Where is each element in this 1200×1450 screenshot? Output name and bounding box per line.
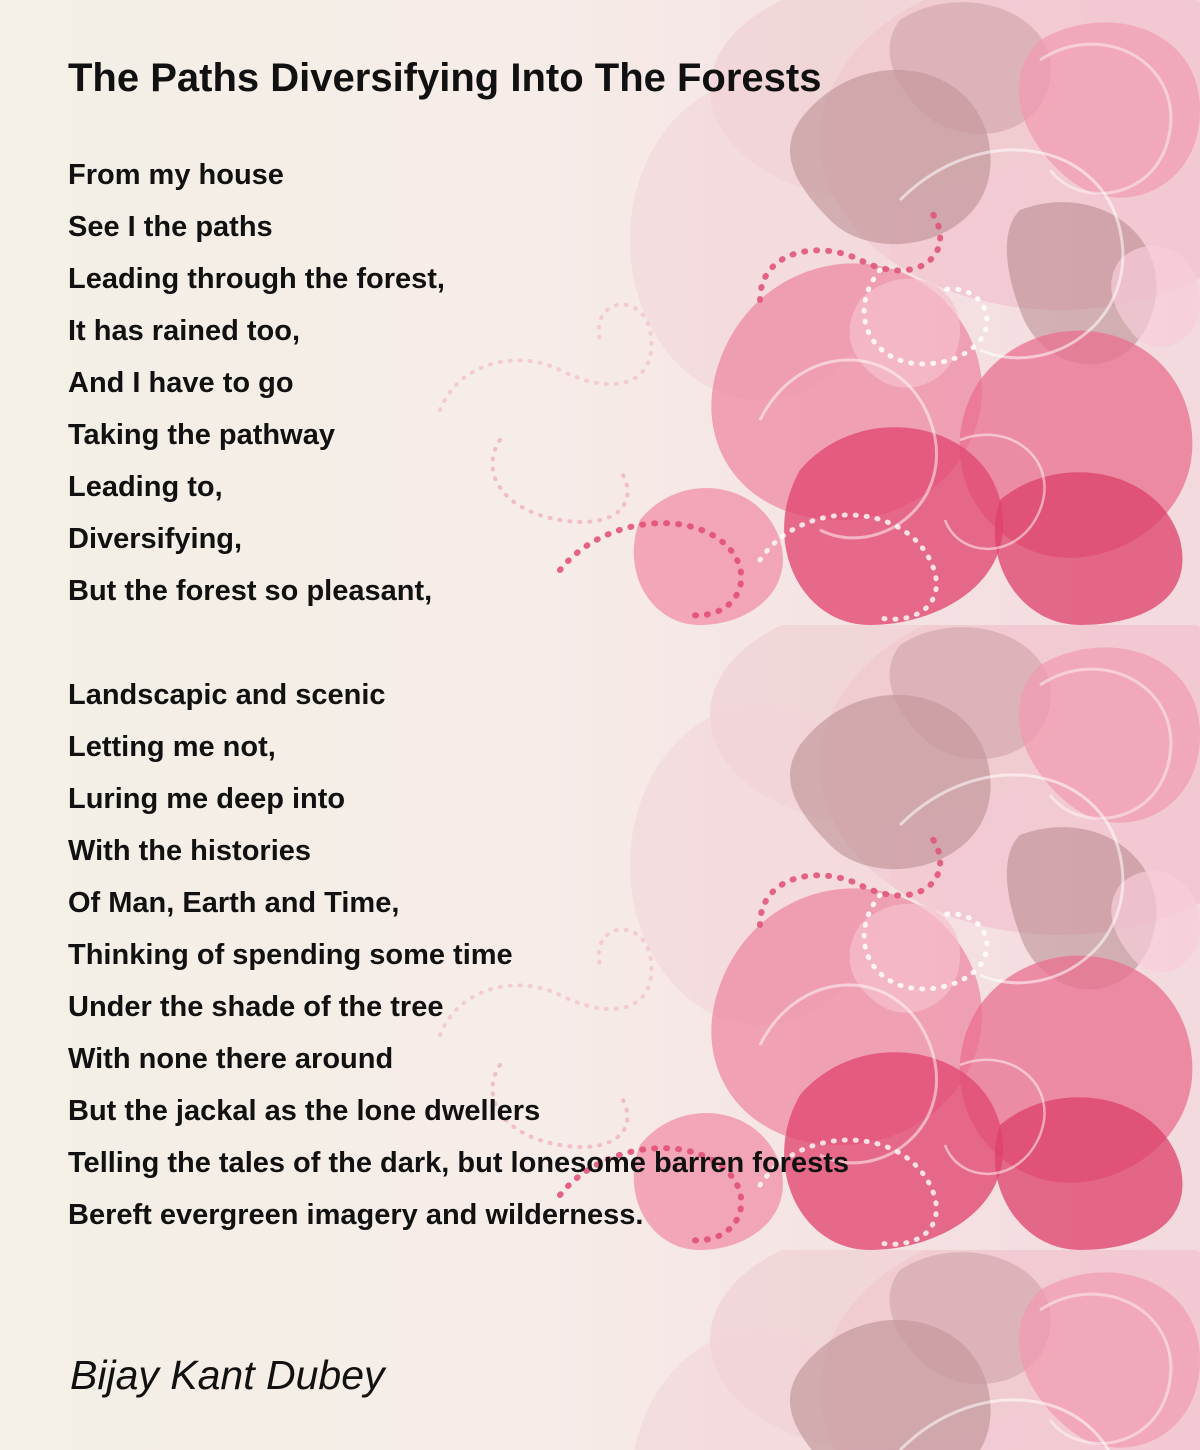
poem-line: But the forest so pleasant,	[68, 575, 433, 607]
poem-line: Under the shade of the tree	[68, 991, 444, 1023]
poem-line: Diversifying,	[68, 523, 243, 555]
poem-line: Thinking of spending some time	[68, 939, 513, 971]
poem-line: Leading through the forest,	[68, 263, 445, 295]
poem-line: Of Man, Earth and Time,	[68, 887, 400, 919]
poem-line: But the jackal as the lone dwellers	[68, 1095, 541, 1127]
poem-line: And I have to go	[68, 367, 294, 399]
poem-title: The Paths Diversifying Into The Forests	[68, 56, 822, 100]
poem-line: With none there around	[68, 1043, 394, 1075]
poem-line: Telling the tales of the dark, but lonesome barren forests	[68, 1147, 850, 1179]
poem-line: From my house	[68, 159, 284, 191]
poem-author: Bijay Kant Dubey	[70, 1352, 385, 1398]
poem-line: Luring me deep into	[68, 783, 346, 815]
poem-line: It has rained too,	[68, 315, 301, 347]
poem-line: Bereft evergreen imagery and wilderness.	[68, 1199, 644, 1231]
stanza-1	[68, 149, 445, 617]
poem-line: Leading to,	[68, 471, 223, 503]
poem-line: Taking the pathway	[68, 419, 335, 451]
poem-line: Landscapic and scenic	[68, 679, 386, 711]
poem-line: See I the paths	[68, 211, 273, 243]
poem-line: With the histories	[68, 835, 312, 867]
stanza-2	[68, 669, 849, 1241]
poem-line: Letting me not,	[68, 731, 276, 763]
